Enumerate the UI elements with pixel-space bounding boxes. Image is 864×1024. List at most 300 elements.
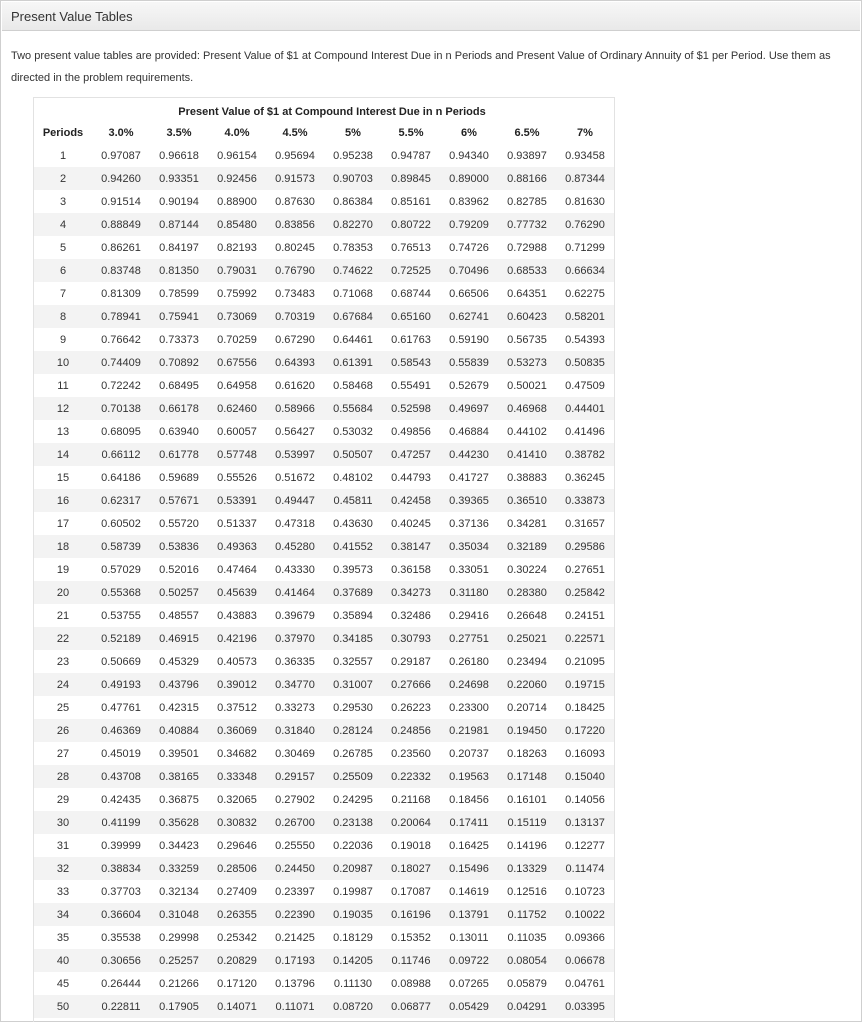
value-cell: 0.88900 [208, 190, 266, 213]
period-cell: 3 [34, 190, 92, 213]
value-cell: 0.42196 [208, 627, 266, 650]
value-cell: 0.31840 [266, 719, 324, 742]
value-cell: 0.78353 [324, 236, 382, 259]
value-cell: 0.31657 [556, 512, 614, 535]
value-cell: 0.92456 [208, 167, 266, 190]
value-cell: 0.60057 [208, 420, 266, 443]
period-cell: 1 [34, 144, 92, 167]
value-cell: 0.95238 [324, 144, 382, 167]
value-cell: 0.53391 [208, 489, 266, 512]
value-cell: 0.34185 [324, 627, 382, 650]
value-cell: 0.47509 [556, 374, 614, 397]
value-cell: 0.33273 [266, 696, 324, 719]
value-cell: 0.60502 [92, 512, 150, 535]
value-cell: 0.47761 [92, 696, 150, 719]
value-cell: 0.66506 [440, 282, 498, 305]
value-cell: 0.43883 [208, 604, 266, 627]
value-cell: 0.72525 [382, 259, 440, 282]
period-cell: 25 [34, 696, 92, 719]
value-cell: 0.49856 [382, 420, 440, 443]
value-cell: 0.21168 [382, 788, 440, 811]
value-cell: 0.06678 [556, 949, 614, 972]
value-cell: 0.29530 [324, 696, 382, 719]
value-cell: 0.39679 [266, 604, 324, 627]
value-cell: 0.81630 [556, 190, 614, 213]
value-cell: 0.25842 [556, 581, 614, 604]
value-cell: 0.70138 [92, 397, 150, 420]
value-cell: 0.53836 [150, 535, 208, 558]
value-cell: 0.56427 [266, 420, 324, 443]
value-cell: 0.94260 [92, 167, 150, 190]
value-cell: 0.21095 [556, 650, 614, 673]
value-cell: 0.61778 [150, 443, 208, 466]
value-cell: 0.72988 [498, 236, 556, 259]
period-cell: 45 [34, 972, 92, 995]
instructions-text: Two present value tables are provided: Present Value of $1 at Compound Interest Due in n Periods and Present Value of Ordinary Annuity of $1 per Period. Use them as directed in the problem requirements. [11, 50, 831, 84]
value-cell: 0.33051 [440, 558, 498, 581]
table-row [34, 627, 614, 650]
value-cell: 0.81309 [92, 282, 150, 305]
value-cell: 0.08054 [498, 949, 556, 972]
table-row [34, 949, 614, 972]
value-cell: 0.38165 [150, 765, 208, 788]
value-cell: 0.13791 [440, 903, 498, 926]
value-cell: 0.22390 [266, 903, 324, 926]
table-row [34, 604, 614, 627]
value-cell: 0.32557 [324, 650, 382, 673]
value-cell: 0.43796 [150, 673, 208, 696]
value-cell: 0.34273 [382, 581, 440, 604]
value-cell: 0.19987 [324, 880, 382, 903]
value-cell: 0.87144 [150, 213, 208, 236]
value-cell: 0.26180 [440, 650, 498, 673]
value-cell: 0.21266 [150, 972, 208, 995]
value-cell: 0.23494 [498, 650, 556, 673]
value-cell: 0.88166 [498, 167, 556, 190]
table-row [34, 765, 614, 788]
period-cell: 40 [34, 949, 92, 972]
value-cell: 0.36510 [498, 489, 556, 512]
period-cell: 20 [34, 581, 92, 604]
value-cell: 0.15040 [556, 765, 614, 788]
value-cell: 0.78941 [92, 305, 150, 328]
value-cell: 0.16196 [382, 903, 440, 926]
value-cell: 0.45811 [324, 489, 382, 512]
value-cell: 0.59190 [440, 328, 498, 351]
value-cell: 0.09722 [440, 949, 498, 972]
value-cell: 0.96154 [208, 144, 266, 167]
value-cell: 0.73483 [266, 282, 324, 305]
value-cell: 0.20829 [208, 949, 266, 972]
value-cell: 0.19715 [556, 673, 614, 696]
value-cell: 0.45019 [92, 742, 150, 765]
value-cell: 0.73069 [208, 305, 266, 328]
value-cell: 0.38834 [92, 857, 150, 880]
value-cell: 0.89000 [440, 167, 498, 190]
value-cell: 0.45639 [208, 581, 266, 604]
value-cell: 0.66634 [556, 259, 614, 282]
period-cell: 4 [34, 213, 92, 236]
value-cell: 0.52598 [382, 397, 440, 420]
value-cell: 0.83748 [92, 259, 150, 282]
period-cell: 23 [34, 650, 92, 673]
value-cell: 0.37970 [266, 627, 324, 650]
value-cell: 0.17120 [208, 972, 266, 995]
value-cell: 0.61391 [324, 351, 382, 374]
value-cell: 0.09366 [556, 926, 614, 949]
value-cell: 0.56735 [498, 328, 556, 351]
value-cell: 0.27751 [440, 627, 498, 650]
column-header-rate: 6% [461, 127, 477, 139]
value-cell: 0.18027 [382, 857, 440, 880]
value-cell: 0.08988 [382, 972, 440, 995]
value-cell: 0.35894 [324, 604, 382, 627]
table-row [34, 512, 614, 535]
value-cell: 0.21981 [440, 719, 498, 742]
value-cell: 0.79209 [440, 213, 498, 236]
value-cell: 0.39999 [92, 834, 150, 857]
period-cell: 19 [34, 558, 92, 581]
value-cell: 0.26785 [324, 742, 382, 765]
value-cell: 0.11130 [324, 972, 382, 995]
value-cell: 0.14205 [324, 949, 382, 972]
value-cell: 0.17193 [266, 949, 324, 972]
value-cell: 0.44401 [556, 397, 614, 420]
value-cell: 0.70892 [150, 351, 208, 374]
period-cell: 24 [34, 673, 92, 696]
value-cell: 0.59689 [150, 466, 208, 489]
value-cell: 0.29416 [440, 604, 498, 627]
value-cell: 0.94340 [440, 144, 498, 167]
present-value-table-container [33, 97, 615, 1022]
period-cell: 18 [34, 535, 92, 558]
value-cell: 0.41552 [324, 535, 382, 558]
period-cell: 7 [34, 282, 92, 305]
value-cell: 0.17220 [556, 719, 614, 742]
period-cell: 50 [34, 995, 92, 1018]
column-header-rate: 3.0% [108, 127, 134, 139]
table-row [34, 650, 614, 673]
period-cell: 9 [34, 328, 92, 351]
value-cell: 0.17087 [382, 880, 440, 903]
value-cell: 0.19450 [498, 719, 556, 742]
table-row [34, 880, 614, 903]
value-cell: 0.65160 [382, 305, 440, 328]
value-cell: 0.30656 [92, 949, 150, 972]
value-cell: 0.39573 [324, 558, 382, 581]
value-cell: 0.25342 [208, 926, 266, 949]
column-header-rate: 5.5% [398, 127, 424, 139]
value-cell: 0.24450 [266, 857, 324, 880]
table-row [34, 857, 614, 880]
value-cell: 0.07265 [440, 972, 498, 995]
table-row [34, 972, 614, 995]
value-cell: 0.21425 [266, 926, 324, 949]
value-cell: 0.16425 [440, 834, 498, 857]
value-cell: 0.50507 [324, 443, 382, 466]
value-cell: 0.39365 [440, 489, 498, 512]
value-cell: 0.93897 [498, 144, 556, 167]
value-cell: 0.12277 [556, 834, 614, 857]
column-header-periods: Periods [42, 127, 84, 139]
table-row [34, 374, 614, 397]
value-cell: 0.85161 [382, 190, 440, 213]
value-cell: 0.52016 [150, 558, 208, 581]
period-cell: 15 [34, 466, 92, 489]
value-cell: 0.55839 [440, 351, 498, 374]
value-cell: 0.55368 [92, 581, 150, 604]
table-row [34, 190, 614, 213]
value-cell: 0.42315 [150, 696, 208, 719]
value-cell: 0.53032 [324, 420, 382, 443]
value-cell: 0.17148 [498, 765, 556, 788]
value-cell: 0.18425 [556, 696, 614, 719]
value-cell: 0.25257 [150, 949, 208, 972]
value-cell: 0.24151 [556, 604, 614, 627]
table-row [34, 328, 614, 351]
value-cell: 0.47464 [208, 558, 266, 581]
value-cell: 0.26223 [382, 696, 440, 719]
value-cell: 0.23560 [382, 742, 440, 765]
value-cell: 0.93351 [150, 167, 208, 190]
value-cell: 0.86384 [324, 190, 382, 213]
value-cell: 0.88849 [92, 213, 150, 236]
value-cell: 0.68495 [150, 374, 208, 397]
value-cell: 0.11752 [498, 903, 556, 926]
value-cell: 0.68533 [498, 259, 556, 282]
table-row [34, 305, 614, 328]
value-cell: 0.52679 [440, 374, 498, 397]
value-cell: 0.44102 [498, 420, 556, 443]
value-cell: 0.85480 [208, 213, 266, 236]
table-row [34, 443, 614, 466]
value-cell: 0.91573 [266, 167, 324, 190]
value-cell: 0.24698 [440, 673, 498, 696]
value-cell: 0.37512 [208, 696, 266, 719]
value-cell: 0.15352 [382, 926, 440, 949]
table-row [34, 466, 614, 489]
value-cell: 0.04761 [556, 972, 614, 995]
value-cell: 0.58966 [266, 397, 324, 420]
value-cell: 0.82270 [324, 213, 382, 236]
value-cell: 0.81350 [150, 259, 208, 282]
value-cell: 0.58739 [92, 535, 150, 558]
value-cell: 0.94787 [382, 144, 440, 167]
period-cell: 21 [34, 604, 92, 627]
value-cell: 0.87344 [556, 167, 614, 190]
value-cell: 0.32189 [498, 535, 556, 558]
period-cell: 35 [34, 926, 92, 949]
value-cell: 0.53755 [92, 604, 150, 627]
value-cell: 0.74409 [92, 351, 150, 374]
value-cell: 0.10022 [556, 903, 614, 926]
value-cell: 0.18129 [324, 926, 382, 949]
value-cell: 0.76290 [556, 213, 614, 236]
value-cell: 0.11071 [266, 995, 324, 1018]
value-cell: 0.41199 [92, 811, 150, 834]
value-cell: 0.30469 [266, 742, 324, 765]
value-cell: 0.35034 [440, 535, 498, 558]
column-header-rate: 4.0% [224, 127, 250, 139]
value-cell: 0.20987 [324, 857, 382, 880]
value-cell: 0.49363 [208, 535, 266, 558]
value-cell: 0.76513 [382, 236, 440, 259]
value-cell: 0.83856 [266, 213, 324, 236]
value-cell: 0.53273 [498, 351, 556, 374]
value-cell: 0.62460 [208, 397, 266, 420]
value-cell: 0.50669 [92, 650, 150, 673]
value-cell: 0.38883 [498, 466, 556, 489]
value-cell: 0.55684 [324, 397, 382, 420]
value-cell: 0.50835 [556, 351, 614, 374]
dialog-titlebar [2, 2, 860, 31]
value-cell: 0.71068 [324, 282, 382, 305]
value-cell: 0.17411 [440, 811, 498, 834]
value-cell: 0.22332 [382, 765, 440, 788]
value-cell: 0.74622 [324, 259, 382, 282]
value-cell: 0.32486 [382, 604, 440, 627]
value-cell: 0.57671 [150, 489, 208, 512]
value-cell: 0.80722 [382, 213, 440, 236]
value-cell: 0.64186 [92, 466, 150, 489]
value-cell: 0.57748 [208, 443, 266, 466]
value-cell: 0.41727 [440, 466, 498, 489]
value-cell: 0.46884 [440, 420, 498, 443]
value-cell: 0.23397 [266, 880, 324, 903]
value-cell: 0.70319 [266, 305, 324, 328]
value-cell: 0.82785 [498, 190, 556, 213]
value-cell: 0.87630 [266, 190, 324, 213]
value-cell: 0.27409 [208, 880, 266, 903]
value-cell: 0.57029 [92, 558, 150, 581]
column-header-rate: 5% [345, 127, 361, 139]
value-cell: 0.52189 [92, 627, 150, 650]
value-cell: 0.79031 [208, 259, 266, 282]
value-cell: 0.25550 [266, 834, 324, 857]
value-cell: 0.46369 [92, 719, 150, 742]
value-cell: 0.25509 [324, 765, 382, 788]
value-cell: 0.61763 [382, 328, 440, 351]
value-cell: 0.10723 [556, 880, 614, 903]
value-cell: 0.64461 [324, 328, 382, 351]
value-cell: 0.14196 [498, 834, 556, 857]
table-row [34, 489, 614, 512]
table-row [34, 742, 614, 765]
table-row [34, 926, 614, 949]
value-cell: 0.31180 [440, 581, 498, 604]
value-cell: 0.31048 [150, 903, 208, 926]
value-cell: 0.30832 [208, 811, 266, 834]
value-cell: 0.43330 [266, 558, 324, 581]
value-cell: 0.43708 [92, 765, 150, 788]
value-cell: 0.43630 [324, 512, 382, 535]
value-cell: 0.29646 [208, 834, 266, 857]
value-cell: 0.11474 [556, 857, 614, 880]
period-cell: 26 [34, 719, 92, 742]
value-cell: 0.22571 [556, 627, 614, 650]
value-cell: 0.33348 [208, 765, 266, 788]
period-cell: 14 [34, 443, 92, 466]
column-header-rate: 7% [577, 127, 593, 139]
value-cell: 0.45329 [150, 650, 208, 673]
table-row [34, 719, 614, 742]
table-row [34, 397, 614, 420]
value-cell: 0.83962 [440, 190, 498, 213]
period-cell: 17 [34, 512, 92, 535]
value-cell: 0.90703 [324, 167, 382, 190]
value-cell: 0.08720 [324, 995, 382, 1018]
value-cell: 0.64393 [266, 351, 324, 374]
value-cell: 0.16093 [556, 742, 614, 765]
value-cell: 0.73373 [150, 328, 208, 351]
value-cell: 0.55491 [382, 374, 440, 397]
value-cell: 0.90194 [150, 190, 208, 213]
table-header-row [34, 122, 614, 144]
value-cell: 0.75992 [208, 282, 266, 305]
value-cell: 0.06877 [382, 995, 440, 1018]
value-cell: 0.74726 [440, 236, 498, 259]
table-row [34, 259, 614, 282]
period-cell: 16 [34, 489, 92, 512]
period-cell: 10 [34, 351, 92, 374]
value-cell: 0.62741 [440, 305, 498, 328]
value-cell: 0.64351 [498, 282, 556, 305]
value-cell: 0.22811 [92, 995, 150, 1018]
value-cell: 0.37136 [440, 512, 498, 535]
value-cell: 0.34682 [208, 742, 266, 765]
value-cell: 0.42435 [92, 788, 150, 811]
present-value-table [34, 122, 614, 1018]
value-cell: 0.19035 [324, 903, 382, 926]
value-cell: 0.15496 [440, 857, 498, 880]
period-cell: 32 [34, 857, 92, 880]
value-cell: 0.89845 [382, 167, 440, 190]
value-cell: 0.27651 [556, 558, 614, 581]
value-cell: 0.51672 [266, 466, 324, 489]
table-row [34, 144, 614, 167]
value-cell: 0.41496 [556, 420, 614, 443]
value-cell: 0.35538 [92, 926, 150, 949]
table-row [34, 673, 614, 696]
value-cell: 0.13329 [498, 857, 556, 880]
value-cell: 0.64958 [208, 374, 266, 397]
value-cell: 0.30224 [498, 558, 556, 581]
value-cell: 0.34770 [266, 673, 324, 696]
value-cell: 0.12516 [498, 880, 556, 903]
value-cell: 0.27902 [266, 788, 324, 811]
value-cell: 0.68744 [382, 282, 440, 305]
table-row [34, 811, 614, 834]
value-cell: 0.60423 [498, 305, 556, 328]
value-cell: 0.44793 [382, 466, 440, 489]
value-cell: 0.67556 [208, 351, 266, 374]
value-cell: 0.76790 [266, 259, 324, 282]
value-cell: 0.58468 [324, 374, 382, 397]
value-cell: 0.19018 [382, 834, 440, 857]
value-cell: 0.38782 [556, 443, 614, 466]
table-row [34, 696, 614, 719]
table-row [34, 903, 614, 926]
value-cell: 0.29586 [556, 535, 614, 558]
value-cell: 0.25021 [498, 627, 556, 650]
value-cell: 0.58543 [382, 351, 440, 374]
value-cell: 0.49447 [266, 489, 324, 512]
value-cell: 0.05429 [440, 995, 498, 1018]
value-cell: 0.46915 [150, 627, 208, 650]
value-cell: 0.41410 [498, 443, 556, 466]
value-cell: 0.84197 [150, 236, 208, 259]
table-row [34, 834, 614, 857]
